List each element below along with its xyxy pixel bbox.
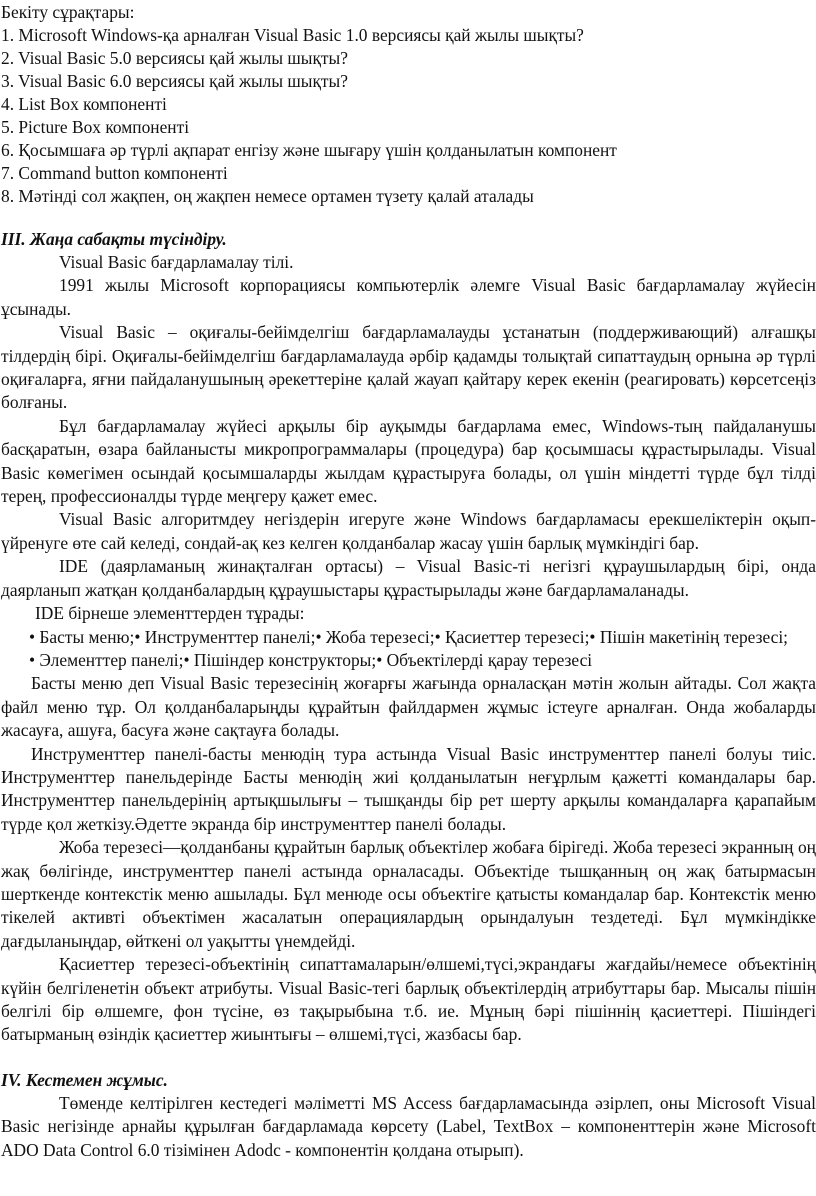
review-question-5: 5. Picture Box компоненті	[1, 117, 190, 137]
section4-heading: IV. Кестемен жұмыс.	[1, 1069, 168, 1090]
s3-paragraph-6: IDE (даярламаның жинақталған ортасы) – Visual Basic-ті негізгі құраушылардың бірі, онда даярланып жатқан қолданбалардың құраушыстары құрастырылады және бағдарламаланады.	[1, 556, 816, 600]
s3-ide-list-2: • Элементтер панелі;• Пішіндер конструкторы;• Объектілерді қарау терезесі	[29, 649, 593, 670]
s3-paragraph-main-menu: Басты меню деп Visual Basic терезесінің жоғарғы жағында орналасқан мәтін жолын айтады. Сол жақта файл меню тұр. Ол қолданбаларыңды құрайтын файлдармен жұмыс істеуге арналған. Онда жобаларды жасауға, ашуға, басуға және сақтауға болады.	[1, 673, 816, 741]
review-question-3: 3. Visual Basic 6.0 версиясы қай жылы шықты?	[1, 71, 348, 91]
s4-paragraph: Төменде келтірілген кестедегі мәліметті MS Access бағдарламасында әзірлеп, оны Microsoft Visual Basic негізінде арнайы құрылған бағдарламада көрсету (Label, TextBox – компоненттерін және Microsoft ADO Data Control 6.0 тізімінен Adodc - компонентін қолдана отырып).	[1, 1092, 816, 1160]
s3-paragraph-toolbar: Инструменттер панелі-басты менюдің тура астында Visual Basic инструменттер панелі болуы тиіс. Инструменттер панельдерінде Басты менюдің жиі қолданылатын неғұрлым қажетті командалары бар. Инструменттер панельдерінің артықшылығы – тышқанды бір рет шерту арқылы командаларға қарапайым түрде қол жеткізу.Әдетте экранда бір инструменттер панелі болады.	[1, 743, 816, 834]
review-question-4: 4. List Box компоненті	[1, 94, 167, 114]
s3-paragraph-project-window: Жоба терезесі—қолданбаны құрайтын барлық объектілер жобаға бірігеді. Жоба терезесі экранның оң жақ бөлігінде, инструменттер панелі астында орналасады. Объектіде тышқанның оң жақ батырмасын шерткенде контекстік меню ашылады. Бұл менюде осы объектіге қатысты командалар бар. Контекстік меню тікелей активті объектімен жасалатын операциялардың орындалуын тездетеді. Бұл мүмкіндікке дағдыланыңдар, өйткені ол уақытты үнемдейді.	[1, 837, 816, 951]
review-question-6: 6. Қосымшаға әр түрлі ақпарат енгізу және шығару үшін қолданылатын компонент	[1, 140, 617, 160]
section3-heading: III. Жаңа сабақты түсіндіру.	[1, 229, 227, 249]
s3-ide-intro: IDE бірнеше элементтерден тұрады:	[35, 603, 305, 624]
s3-paragraph-4: Бұл бағдарламалау жүйесі арқылы бір ауқымды бағдарлама емес, Windows-тың пайдаланушы басқаратын, өзара байланысты микропрограммалары (процедура) бар қосымшасы құрастырылады. Visual Basic көмегімен осындай қосымшаларды жылдам құрастыруға болады, ол үшін міндетті түрде бұл тілді терең, профессионалды түрде меңгеру қажет емес.	[1, 415, 816, 507]
review-question-7: 7. Command button компоненті	[1, 163, 228, 183]
s3-paragraph-properties-window: Қасиеттер терезесі-объектінің сипаттамаларын/өлшемі,түсі,экрандағы жағдайы/немесе объектінің күйін белгіленетін объект атрибуты. Visual Basic-тегі барлық объектілердің атрибуттары бар. Мысалы пішін белгілі бір өлшемге, фон түсіне, өз тақырыбына т.б. ие. Мұның бәрі пішіннің қасиеттері. Пішіндегі батырманың өзіндік қасиеттер жиынтығы – өлшемі,түсі, жазбасы бар.	[1, 954, 816, 1045]
review-title: Бекіту сұрақтары:	[1, 2, 135, 22]
s3-paragraph-1: Visual Basic бағдарламалау тілі.	[59, 252, 294, 272]
s3-paragraph-5: Visual Basic алгоритмдеу негіздерін игеруге және Windows бағдарламасы ерекшеліктерін оқып-үйренуге өте сай келеді, сондай-ақ кез келген қолданбалар жасау үшін барлық мүмкіндігі бар.	[1, 509, 816, 553]
review-question-8: 8. Мәтінді сол жақпен, оң жақпен немесе ортамен түзету қалай аталады	[1, 186, 534, 206]
s3-paragraph-3: Visual Basic – оқиғалы-бейімделгіш бағдарламалауды ұстанатын (поддерживающий) алғашқы тілдердің бірі. Оқиғалы-бейімделгіш бағдарламалауда әрбір қадамды толықтай сипаттаудың орнына әр түрлі оқиғаларға, яғни пайдаланушының әрекеттеріне қалай жауап қайтару керек екенін (реагировать) көрсетсеңіз болғаны.	[1, 322, 816, 413]
review-question-1: 1. Microsoft Windows-қа арналған Visual Basic 1.0 версиясы қай жылы шықты?	[1, 25, 584, 45]
s3-paragraph-2: 1991 жылы Microsoft корпорациясы компьютерлік әлемге Visual Basic бағдарламалау жүйесін ұсынады.	[1, 275, 816, 319]
s3-ide-list-1: • Басты меню;• Инструменттер панелі;• Жоба терезесі;• Қасиеттер терезесі;• Пішін макетінің терезесі;	[29, 626, 789, 647]
review-question-2: 2. Visual Basic 5.0 версиясы қай жылы шықты?	[1, 48, 348, 68]
